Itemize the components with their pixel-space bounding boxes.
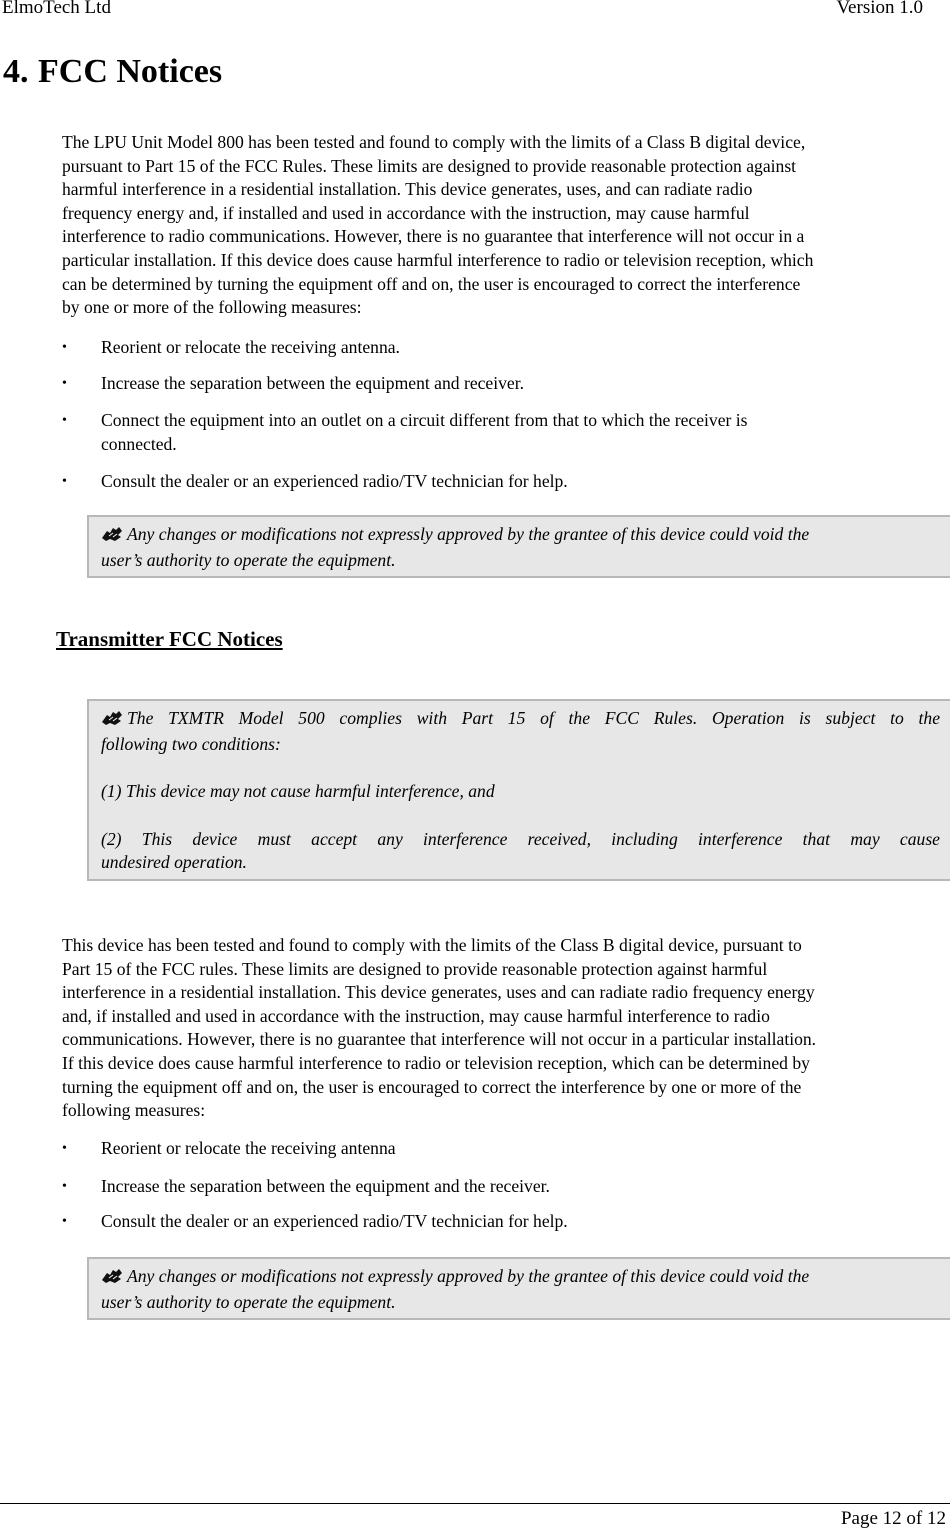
compliance-line: turning the equipment off and on, the user is encouraged to correct the interference by one or more of the [62,1076,802,1097]
intro-line: pursuant to Part 15 of the FCC Rules. These limits are designed to provide reasonable protection against [62,155,797,176]
pointing-hand-icon [101,525,123,549]
page-title [3,52,222,92]
bullet-icon: • [62,413,67,428]
list-item: • Reorient or relocate the receiving antenna [62,1137,396,1161]
list-item: • Connect the equipment into an outlet on a circuit different from that to which the receiver is connected. [62,410,748,454]
bullet-icon: • [62,1141,67,1156]
page-title-number: 4. [3,53,29,90]
compliance-line: interference in a residential installation. This device generates, uses and can radiate radio frequency energy [62,982,815,1003]
list-item: • Reorient or relocate the receiving antenna. [62,336,400,360]
bullet-icon: • [62,1179,67,1194]
intro-line: can be determined by turning the equipment off and on, the user is encouraged to correct the interference [62,273,801,294]
page-title-text: FCC Notices [38,53,223,90]
list-item: • Consult the dealer or an experienced radio/TV technician for help. [62,1210,568,1234]
transmitter-notice-box: The TXMTR Model 500 complies with Part 15 of the FCC Rules. Operation is subject to the following two conditions: (1) This device may not cause harmful interference, and (2) This device must accept any interference received, including interference that may cause undesired operation. [87,699,950,881]
bullet-icon: • [62,340,67,355]
intro-line: harmful interference in a residential installation. This device generates, uses, and can radiate radio [62,179,753,200]
bullet-icon: • [62,376,67,391]
list-item: • Increase the separation between the equipment and the receiver. [62,1175,550,1199]
intro-line: frequency energy and, if installed and used in accordance with the instruction, may cause harmful [62,202,750,223]
pointing-hand-icon [101,709,123,733]
intro-line: The LPU Unit Model 800 has been tested and found to comply with the limits of a Class B digital device, [62,132,806,152]
bullet-icon: • [62,1214,67,1229]
compliance-line: following measures: [62,1100,206,1121]
page-number: Page 12 of 12 [840,1508,946,1529]
header-version: Version 1.0 [836,0,923,18]
footer-divider [0,1503,950,1504]
pointing-hand-icon [101,1267,123,1291]
intro-line: by one or more of the following measures: [62,297,362,318]
compliance-line: communications. However, there is no guarantee that interference will not occur in a particular installation. [62,1029,817,1050]
intro-line: interference to radio communications. However, there is no guarantee that interference will not occur in a [62,226,805,247]
intro-line: particular installation. If this device does cause harmful interference to radio or television reception, which [62,249,814,270]
compliance-line: Part 15 of the FCC rules. These limits are designed to provide reasonable protection against harmful [62,958,768,979]
compliance-paragraph [62,934,950,1123]
compliance-line: If this device does cause harmful interference to radio or television reception, which can be determined by [62,1052,810,1073]
compliance-line: This device has been tested and found to comply with the limits of the Class B digital device, pursuant to [62,935,802,955]
compliance-line: and, if installed and used in accordance with the instruction, may cause harmful interference to radio [62,1005,770,1026]
list-item: • Increase the separation between the equipment and receiver. [62,372,524,396]
bullet-icon: • [62,474,67,489]
intro-paragraph [62,131,950,320]
section-heading: Transmitter FCC Notices [56,627,283,651]
header-company: ElmoTech Ltd [2,0,111,18]
notice-box-2: Any changes or modifications not expressly approved by the grantee of this device could void the user’s authority to operate the equipment. [87,1257,950,1320]
notice-box: Any changes or modifications not expressly approved by the grantee of this device could void the user’s authority to operate the equipment. [87,515,950,578]
list-item: • Consult the dealer or an experienced radio/TV technician for help. [62,470,568,494]
